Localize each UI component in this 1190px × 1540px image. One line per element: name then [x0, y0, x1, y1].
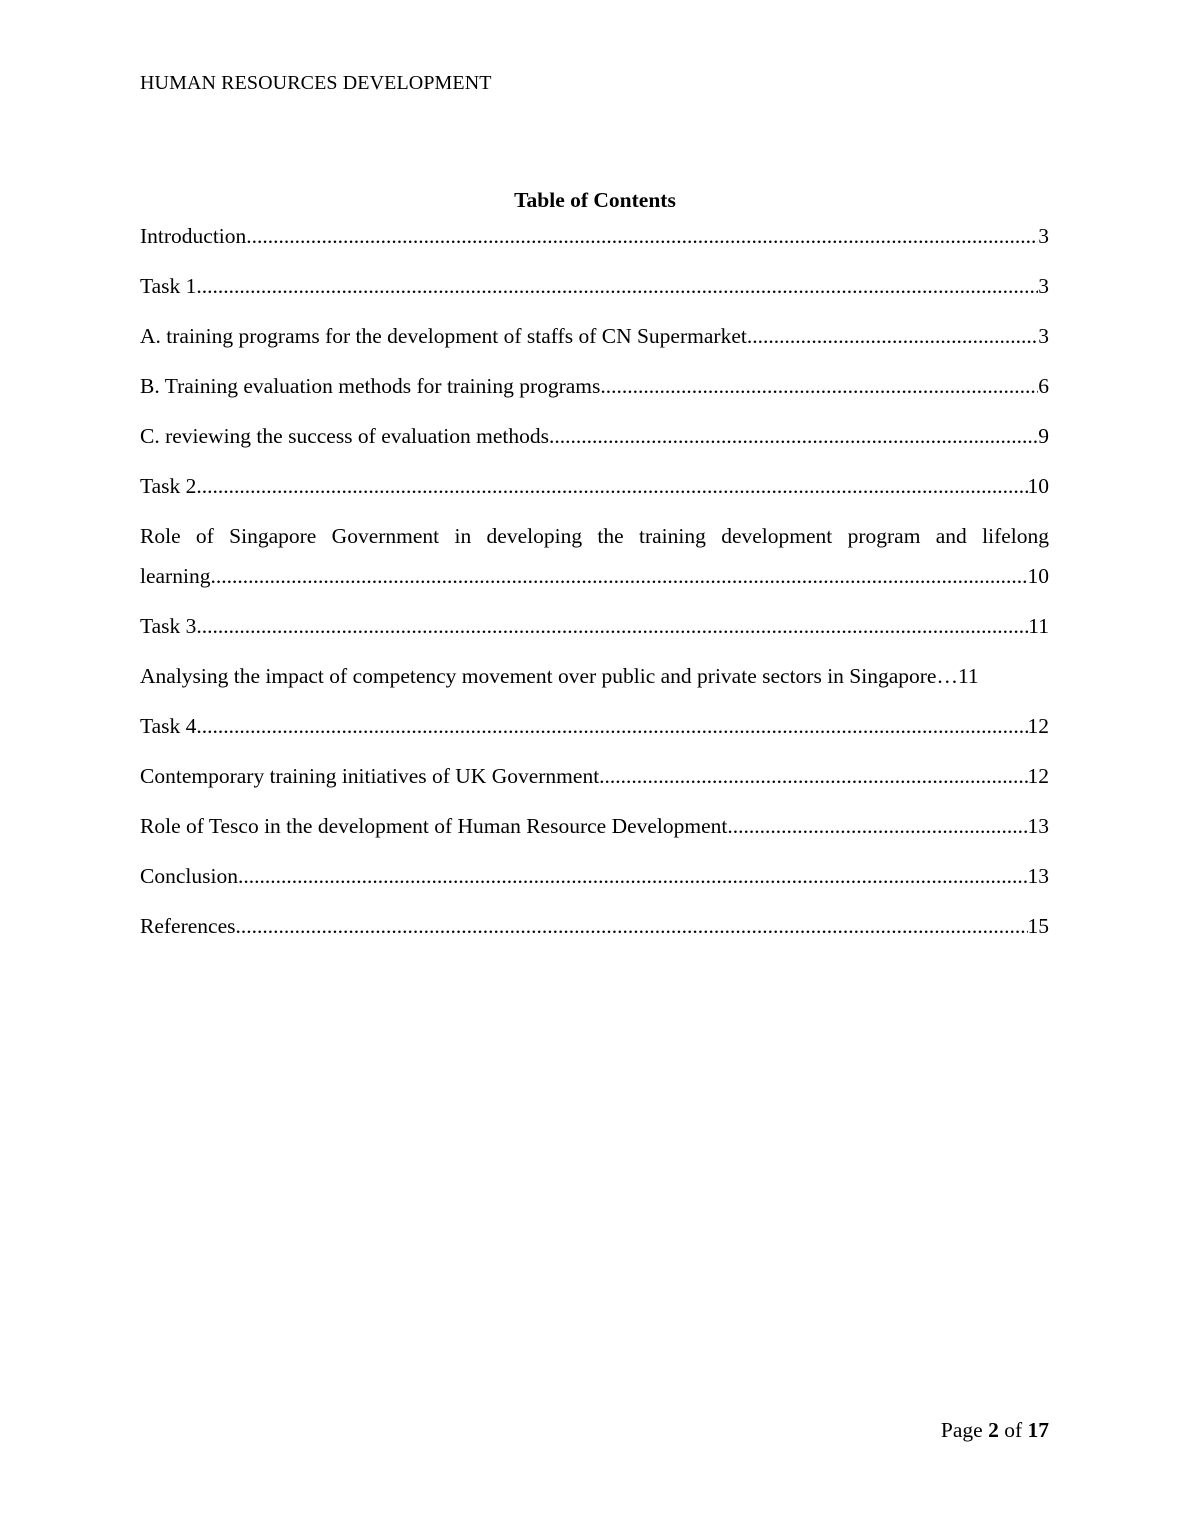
toc-entry-conclusion[interactable] [140, 856, 1049, 896]
toc-entry-competency-movement[interactable] [140, 656, 1049, 696]
toc-entry-tesco[interactable] [140, 806, 1049, 846]
toc-entry-page: 10 [1027, 474, 1049, 498]
toc-entry-label: A. training programs for the development of staffs of CN Supermarket [140, 324, 747, 348]
toc-entry-page: 13 [1027, 864, 1049, 888]
toc-entry-uk-government[interactable] [140, 756, 1049, 796]
toc-entry-task-3[interactable] [140, 606, 1049, 646]
of-label: of [1004, 1418, 1023, 1442]
toc-entry-label: Contemporary training initiatives of UK Government [140, 764, 600, 788]
toc-entry-singapore-government[interactable] [140, 516, 1049, 596]
dot-leader [196, 466, 1027, 506]
toc-entry-page: 12 [1027, 764, 1049, 788]
toc-entry-label: Task 2 [140, 474, 197, 498]
toc-entry-label: Conclusion [140, 864, 238, 888]
toc-entry-reviewing-success[interactable] [140, 416, 1049, 456]
toc-entry-label: Task 1 [140, 274, 197, 298]
toc-entry-page: 12 [1027, 714, 1049, 738]
page-prefix: Page [940, 1418, 983, 1442]
toc-entry-page: 15 [1027, 914, 1049, 938]
toc-entry-page: 3 [1038, 324, 1049, 348]
table-of-contents [140, 216, 1049, 956]
dot-leader [210, 556, 1027, 596]
dot-leader [236, 906, 1028, 946]
dot-leader [196, 606, 1028, 646]
toc-entry-label: References [140, 914, 236, 938]
dot-leader [600, 366, 1038, 406]
toc-entry-page: 9 [1038, 424, 1049, 448]
running-header: HUMAN RESOURCES DEVELOPMENT [140, 72, 492, 94]
toc-entry-introduction[interactable] [140, 216, 1049, 256]
toc-entry-page: 3 [1038, 224, 1049, 248]
current-page-number: 2 [988, 1418, 999, 1442]
toc-entry-training-programs[interactable] [140, 316, 1049, 356]
toc-entry-label: Task 4 [140, 714, 197, 738]
toc-entry-label-line-1: Role of Singapore Government in developing the training development program and lifelong [140, 524, 1049, 548]
toc-entry-label: Task 3 [140, 614, 197, 638]
toc-entry-label: Introduction [140, 224, 247, 248]
dot-leader [599, 756, 1027, 796]
dot-leader [549, 416, 1038, 456]
toc-entry-task-1[interactable] [140, 266, 1049, 306]
toc-entry-page: 3 [1038, 274, 1049, 298]
ellipsis-leader [936, 656, 958, 696]
dot-leader [747, 316, 1038, 356]
total-pages: 17 [1027, 1418, 1049, 1442]
dot-leader [196, 266, 1038, 306]
toc-entry-page: 13 [1027, 814, 1049, 838]
toc-entry-label: Role of Tesco in the development of Human Resource Development [140, 814, 728, 838]
toc-entry-page: 11 [1028, 614, 1049, 638]
dot-leader [196, 706, 1027, 746]
toc-entry-label: Analysing the impact of competency movement over public and private sectors in Singapore [140, 664, 937, 688]
toc-entry-page: 6 [1038, 374, 1049, 398]
toc-entry-page: 11 [957, 664, 979, 688]
toc-entry-label-line-2: learning [140, 564, 211, 588]
toc-title: Table of Contents [514, 188, 676, 212]
toc-entry-evaluation-methods[interactable] [140, 366, 1049, 406]
dot-leader [727, 806, 1027, 846]
toc-entry-label: B. Training evaluation methods for training programs [140, 374, 601, 398]
toc-entry-task-4[interactable] [140, 706, 1049, 746]
toc-entry-task-2[interactable] [140, 466, 1049, 506]
dot-leader [246, 216, 1038, 256]
dot-leader [238, 856, 1028, 896]
toc-entry-page: 10 [1027, 564, 1049, 588]
page-number-footer [941, 1417, 1049, 1443]
toc-entry-label: C. reviewing the success of evaluation methods [140, 424, 549, 448]
toc-entry-references[interactable] [140, 906, 1049, 946]
